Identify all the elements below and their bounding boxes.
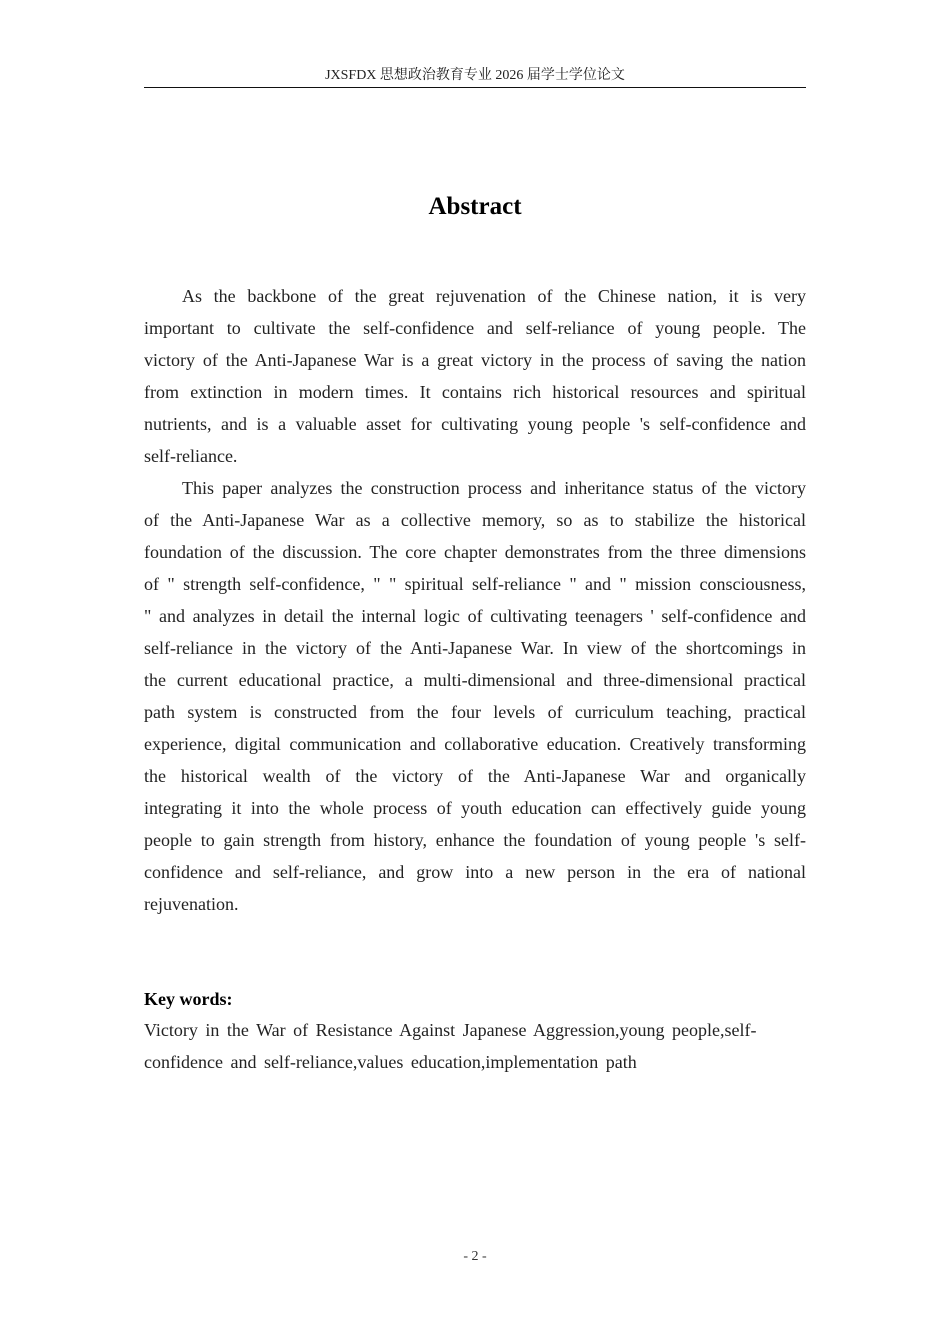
abstract-title: Abstract [428,193,522,220]
keywords-text: Victory in the War of Resistance Against Japanese Aggression,young people,self-confidence and self-reliance,values education,implementation path [144,1020,757,1072]
keywords-label: Key words: [144,989,233,1009]
abstract-body [144,280,806,920]
abstract-paragraph-2: This paper analyzes the construction process and inheritance status of the victory of the Anti-Japanese War as a collective memory, so as to stabilize the historical foundation of the discussion. The core chapter demonstrates from the three dimensions of " strength self-confidence, " " spiritual self-reliance " and " mission consciousness, " and analyzes in detail the internal logic of cultivating teenagers ' self-confidence and self-reliance in the victory of the Anti-Japanese War. In view of the shortcomings in the current educational practice, a multi-dimensional and three-dimensional practical path system is constructed from the four levels of curriculum teaching, practical experience, digital communication and collaborative education. Creatively transforming the historical wealth of the victory of the Anti-Japanese War and organically integrating it into the whole process of youth education can effectively guide young people to gain strength from history, enhance the foundation of young people 's self-confidence and self-reliance, and grow into a new person in the era of national rejuvenation. [144,478,806,914]
page-number: - 2 - [463,1249,487,1264]
header-divider [144,87,806,88]
abstract-paragraph-1: As the backbone of the great rejuvenation of the Chinese nation, it is very important to cultivate the self-confidence and self-reliance of young people. The victory of the Anti-Japanese War is a great victory in the process of saving the nation from extinction in modern times. It contains rich historical resources and spiritual nutrients, and is a valuable asset for cultivating young people 's self-confidence and self-reliance. [144,286,806,466]
running-header: JXSFDX 思想政治教育专业 2026 届学士学位论文 [325,68,625,83]
